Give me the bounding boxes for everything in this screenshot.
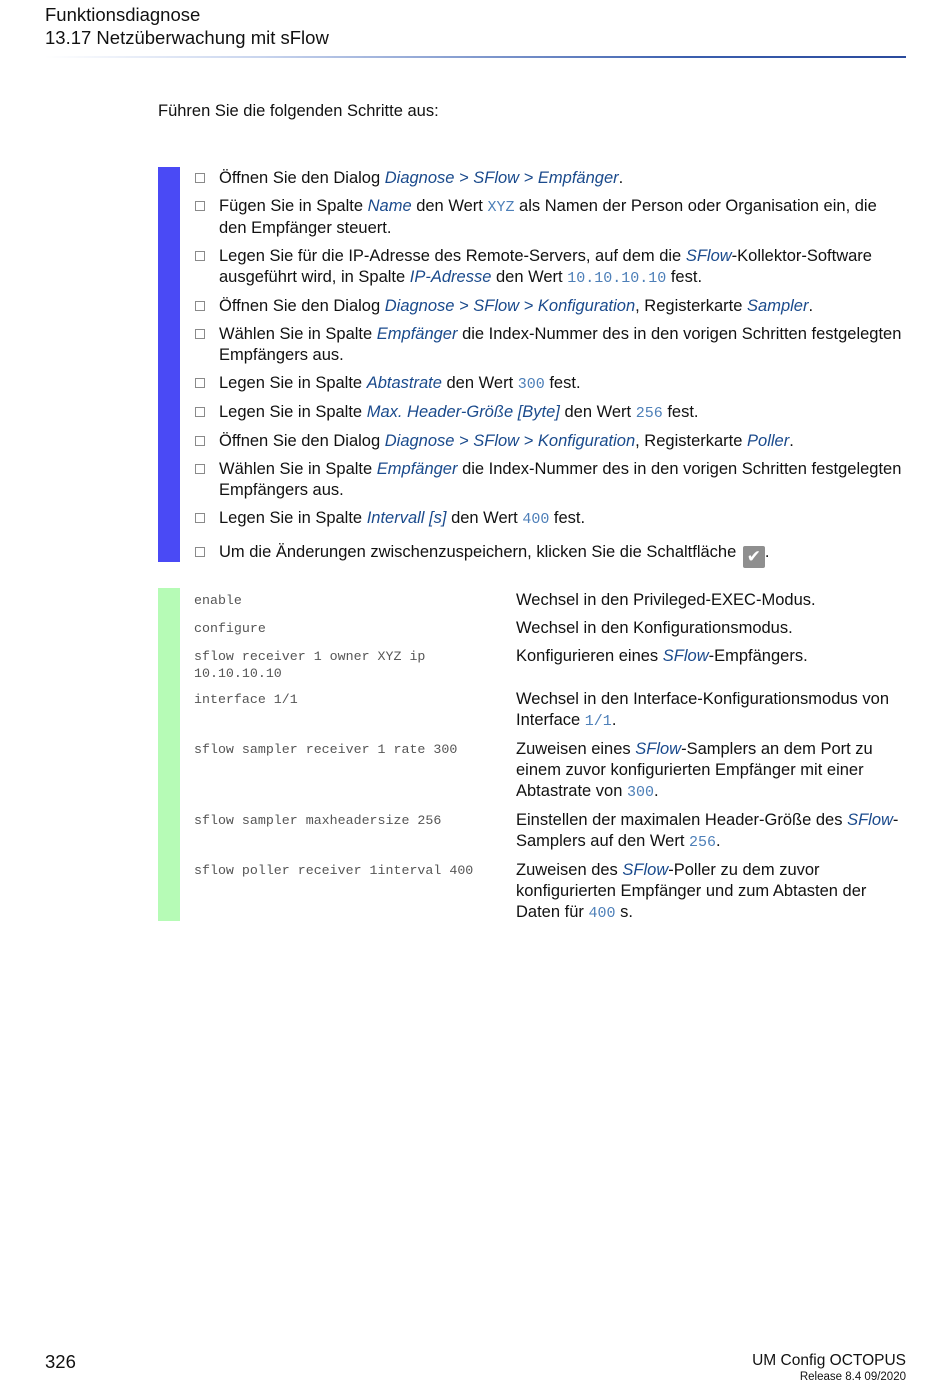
cli-description <box>516 810 906 853</box>
checkbox-icon <box>195 378 205 388</box>
cli-row <box>194 810 906 853</box>
step-item <box>194 196 906 239</box>
step-text: Legen Sie in Spalte <box>219 374 367 392</box>
cli-sidebar-bar <box>158 588 180 921</box>
step-text: Fügen Sie in Spalte <box>219 197 368 215</box>
checkbox-icon <box>195 547 205 557</box>
value-text: 400 <box>588 905 616 922</box>
checkbox-icon <box>195 464 205 474</box>
step-text: . <box>764 543 770 561</box>
step-text: Wählen Sie in Spalte <box>219 460 377 478</box>
desc-text: Wechsel in den Privileged-EXEC-Modus. <box>516 591 816 609</box>
step-item <box>194 402 906 424</box>
step-text: , Registerkarte <box>635 297 748 315</box>
step-text: Um die Änderungen zwischenzuspeichern, klicken Sie die Schaltfläche <box>219 543 741 561</box>
desc-text: . <box>716 832 721 850</box>
step-text: den Wert <box>441 374 518 392</box>
desc-text: Zuweisen des <box>516 861 623 879</box>
cli-command: configure <box>194 621 266 636</box>
desc-text: s. <box>615 903 633 921</box>
step-item <box>194 324 906 366</box>
desc-text: Konfigurieren eines <box>516 647 663 665</box>
checkbox-icon <box>195 201 205 211</box>
header-chapter: Funktionsdiagnose <box>45 4 201 25</box>
ui-path: Diagnose > SFlow > Empfänger <box>384 169 619 187</box>
ui-column-name: Name <box>367 197 412 215</box>
step-text: . <box>789 432 794 450</box>
step-item <box>194 168 906 189</box>
checkbox-icon <box>195 301 205 311</box>
cli-row <box>194 739 906 803</box>
cli-command: interface 1/1 <box>194 692 298 707</box>
header-rule <box>45 56 906 58</box>
ui-term: SFlow <box>847 811 893 829</box>
desc-text: Wechsel in den Konfigurationsmodus. <box>516 619 793 637</box>
header-section: 13.17 Netzüberwachung mit sFlow <box>45 27 329 48</box>
save-checkmark-icon: ✔ <box>743 546 765 568</box>
ui-path: Diagnose > SFlow > Konfiguration <box>384 297 636 315</box>
desc-text: Einstellen der maximalen Header-Größe des <box>516 811 848 829</box>
ui-term: SFlow <box>685 247 732 265</box>
cli-description <box>516 618 906 639</box>
ui-column-name: Empfänger <box>376 460 458 478</box>
cli-row <box>194 646 906 682</box>
footer-release: Release 8.4 09/2020 <box>799 1371 906 1383</box>
step-text: Öffnen Sie den Dialog <box>219 169 385 187</box>
step-text: . <box>618 169 624 187</box>
desc-text: . <box>611 711 617 729</box>
desc-text: -Samplers an dem Port zu einem zuvor konfigurierten Empfänger mit einer Abtastrate von <box>516 740 873 800</box>
desc-text: Zuweisen eines <box>516 740 636 758</box>
checkbox-icon <box>195 329 205 339</box>
step-item <box>194 373 906 395</box>
ui-column-name: IP-Adresse <box>409 268 492 286</box>
value-text: 10.10.10.10 <box>567 270 667 287</box>
cli-row <box>194 590 906 611</box>
step-item <box>194 459 906 501</box>
steps-sidebar-bar <box>158 167 180 562</box>
step-text: die Index-Nummer des in den vorigen Schritten festgelegten Empfängers aus. <box>219 460 902 499</box>
ui-tab-name: Poller <box>747 432 790 450</box>
cli-table <box>194 590 906 931</box>
cli-description <box>516 590 906 611</box>
step-text: Wählen Sie in Spalte <box>219 325 377 343</box>
cli-description <box>516 739 906 803</box>
steps-list <box>194 168 906 575</box>
intro-text: Führen Sie die folgenden Schritte aus: <box>158 102 439 120</box>
ui-term: SFlow <box>635 740 682 758</box>
value-text: 300 <box>517 376 545 393</box>
step-item <box>194 296 906 317</box>
cli-command: sflow sampler maxheadersize 256 <box>194 813 442 828</box>
checkbox-icon <box>195 407 205 417</box>
cli-description <box>516 860 906 924</box>
cli-command: sflow poller receiver 1interval 400 <box>194 863 474 878</box>
cli-description <box>516 689 906 732</box>
checkbox-icon <box>195 173 205 183</box>
step-text: Legen Sie für die IP-Adresse des Remote-Servers, auf dem die <box>219 247 686 265</box>
desc-text: -Samplers auf den Wert <box>516 811 899 850</box>
cli-row <box>194 689 906 732</box>
checkbox-icon <box>195 251 205 261</box>
ui-term: SFlow <box>622 861 669 879</box>
step-item <box>194 508 906 530</box>
value-text: 1/1 <box>584 713 612 730</box>
value-text: XYZ <box>487 199 515 216</box>
step-text: Legen Sie in Spalte <box>219 509 367 527</box>
step-text: als Namen der Person oder Organisation ein, die den Empfänger steuert. <box>219 197 877 237</box>
value-text: 300 <box>626 784 654 801</box>
step-text: fest. <box>662 403 699 421</box>
step-text: fest. <box>544 374 581 392</box>
value-text: 256 <box>689 834 717 851</box>
cli-command: enable <box>194 593 242 608</box>
desc-text: Wechsel in den Interface-Konfigurationsmodus von Interface <box>516 690 889 729</box>
step-text: den Wert <box>446 509 523 527</box>
ui-path: Diagnose > SFlow > Konfiguration <box>384 432 636 450</box>
checkbox-icon <box>195 513 205 523</box>
step-item <box>194 431 906 452</box>
step-text: -Kollektor-Software ausgeführt wird, in Spalte <box>219 247 872 286</box>
ui-column-name: Intervall [s] <box>366 509 447 527</box>
ui-tab-name: Sampler <box>747 297 809 315</box>
step-text: den Wert <box>559 403 636 421</box>
page-number: 326 <box>45 1351 76 1372</box>
ui-term: SFlow <box>662 647 709 665</box>
step-text: fest. <box>666 268 703 286</box>
desc-text: . <box>654 782 659 800</box>
cli-description <box>516 646 906 682</box>
step-text: den Wert <box>491 268 568 286</box>
cli-command: sflow receiver 1 owner XYZ ip 10.10.10.10 <box>194 649 426 681</box>
desc-text: -Poller zu dem zuvor konfigurierten Empfänger und zum Abtasten der Daten für <box>516 861 867 921</box>
step-text: die Index-Nummer des in den vorigen Schritten festgelegten Empfängers aus. <box>219 325 902 364</box>
value-text: 256 <box>635 405 663 422</box>
ui-column-name: Empfänger <box>376 325 458 343</box>
cli-row <box>194 860 906 924</box>
footer-document-title: UM Config OCTOPUS <box>752 1352 906 1369</box>
step-item <box>194 542 906 568</box>
step-text: Öffnen Sie den Dialog <box>219 432 385 450</box>
step-text: . <box>808 297 814 315</box>
cli-row <box>194 618 906 639</box>
step-item <box>194 246 906 289</box>
step-text: Legen Sie in Spalte <box>219 403 367 421</box>
step-text: den Wert <box>411 197 488 215</box>
step-text: Öffnen Sie den Dialog <box>219 297 385 315</box>
step-text: fest. <box>549 509 586 527</box>
cli-command: sflow sampler receiver 1 rate 300 <box>194 742 458 757</box>
ui-column-name: Max. Header-Größe [Byte] <box>366 403 560 421</box>
value-text: 400 <box>522 511 550 528</box>
ui-column-name: Abtastrate <box>366 374 442 392</box>
checkbox-icon <box>195 436 205 446</box>
step-text: , Registerkarte <box>635 432 748 450</box>
desc-text: -Empfängers. <box>708 647 808 665</box>
